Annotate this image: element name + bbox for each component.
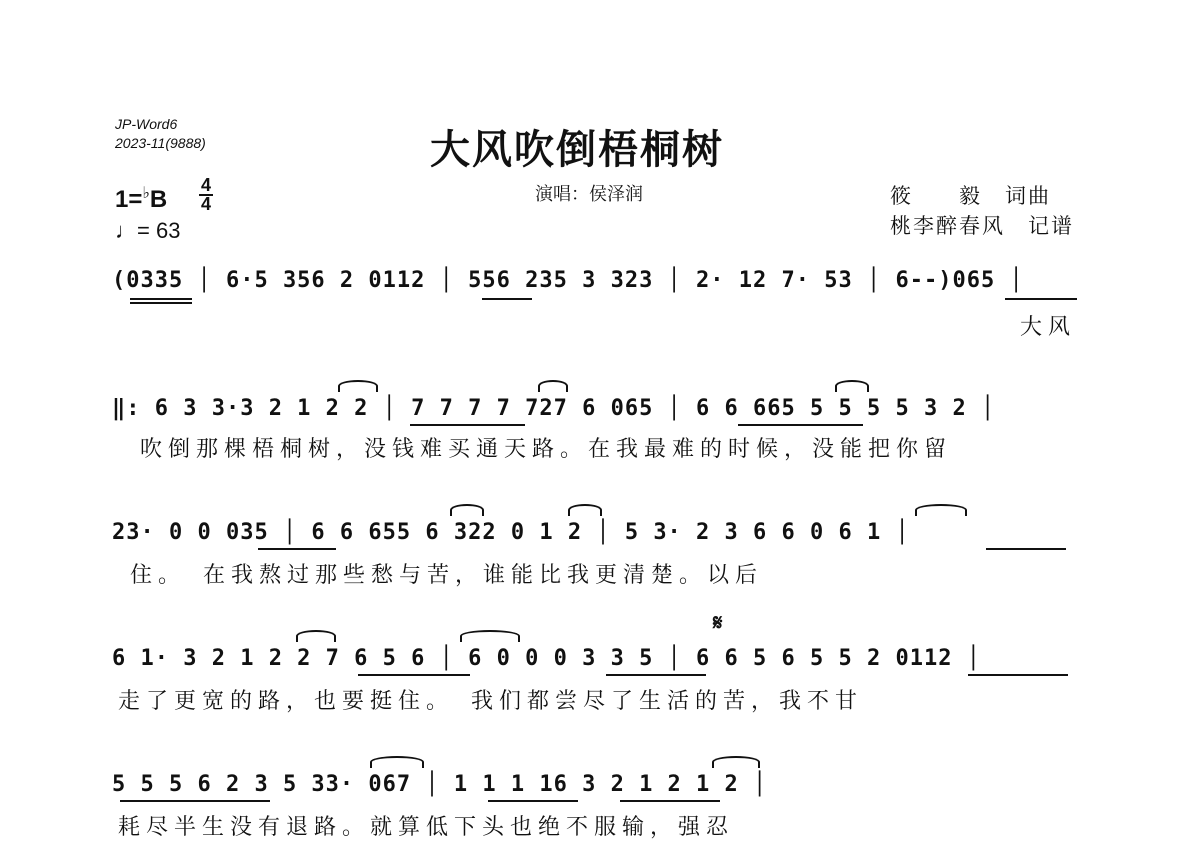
slur bbox=[450, 504, 484, 516]
beam bbox=[1005, 298, 1077, 300]
segno-icon: 𝄋 bbox=[713, 610, 723, 635]
system-4-lyrics: 走了更宽的路，也要挺住。 我们都尝尽了生活的苦，我不甘 bbox=[118, 689, 864, 714]
quarter-note-icon: ♩ bbox=[115, 218, 137, 243]
system-3-notes: 23· 0 0 035 │ 6 6 655 6 322 0 1 2 │ 5 3· 2 3 6 6 0 6 1 │ bbox=[112, 520, 910, 545]
slur bbox=[915, 504, 967, 516]
beam bbox=[410, 424, 525, 426]
slur bbox=[568, 504, 602, 516]
beam bbox=[986, 548, 1066, 550]
software-name: JP-Word6 bbox=[115, 116, 178, 132]
beam bbox=[130, 302, 192, 304]
system-2-notes: ‖: 6 3 3·3 2 1 2 2 │ 7 7 7 7 727 6 065 │ 6 6 665 5 5 5 5 3 2 │ bbox=[112, 396, 996, 421]
beam bbox=[606, 674, 706, 676]
beam bbox=[738, 424, 863, 426]
system-5-notes: 5 5 5 6 2 3 5 33· 067 │ 1 1 1 16 3 2 1 2 1 2 │ bbox=[112, 772, 768, 797]
transcriber-credit: 桃李醉春风 记谱 bbox=[890, 214, 1074, 238]
beam bbox=[120, 800, 270, 802]
time-denominator: 4 bbox=[200, 194, 211, 214]
system-4-notes: 6 1· 3 2 1 2 2 7 6 5 6 │ 6 0 0 0 3 3 5 │ 6 6 5 6 5 5 2 0112 │ bbox=[112, 646, 981, 671]
system-2-lyrics: 吹倒那棵梧桐树，没钱难买通天路。在我最难的时候，没能把你留 bbox=[140, 437, 953, 462]
song-title: 大风吹倒梧桐树 bbox=[430, 127, 724, 173]
beam bbox=[258, 548, 336, 550]
software-version: 2023-11(9888) bbox=[115, 135, 206, 151]
system-5-lyrics: 耗尽半生没有退路。就算低下头也绝不服输，强忍 bbox=[118, 815, 735, 840]
beam bbox=[482, 298, 532, 300]
time-signature bbox=[198, 177, 214, 213]
tempo-value: = 63 bbox=[137, 218, 181, 243]
beam bbox=[130, 298, 192, 300]
key-signature bbox=[115, 183, 167, 214]
slur bbox=[296, 630, 336, 642]
slur bbox=[835, 380, 869, 392]
time-numerator: 4 bbox=[200, 175, 211, 195]
slur bbox=[370, 756, 424, 768]
key-prefix: 1= bbox=[115, 186, 143, 213]
tempo-marking bbox=[115, 218, 180, 244]
slur bbox=[338, 380, 378, 392]
system-3-lyrics: 住。 在我熬过那些愁与苦，谁能比我更清楚。以后 bbox=[130, 563, 764, 588]
slur bbox=[538, 380, 568, 392]
key-note: B bbox=[149, 186, 168, 213]
beam bbox=[488, 800, 578, 802]
slur bbox=[712, 756, 760, 768]
beam bbox=[968, 674, 1068, 676]
system-1-notes: (0335 │ 6·5 356 2 0112 │ 556 235 3 323 │ 2· 12 7· 53 │ 6--)065 │ bbox=[112, 268, 1024, 293]
flat-icon: ♭ bbox=[142, 185, 150, 202]
composer-credit: 筱 毅 词曲 bbox=[890, 184, 1051, 208]
beam bbox=[358, 674, 470, 676]
singer-credit: 演唱：侯泽润 bbox=[535, 184, 643, 205]
beam bbox=[620, 800, 720, 802]
system-1-lyrics: 大风 bbox=[1020, 315, 1077, 340]
slur bbox=[460, 630, 520, 642]
